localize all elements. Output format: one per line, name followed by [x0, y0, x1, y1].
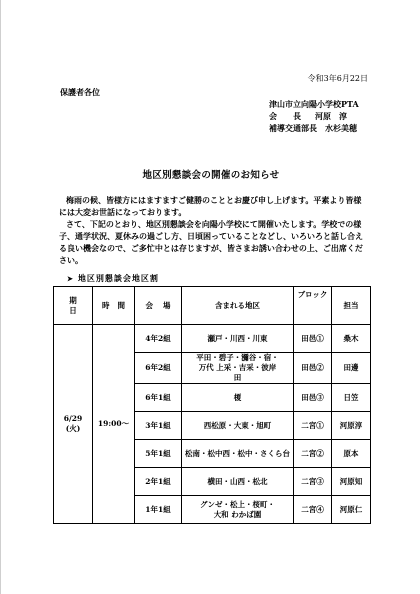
area-cell: 西松原・大東・旭町 [182, 412, 294, 440]
sender-school: 津山市立向陽小学校PTA [269, 99, 359, 109]
sender-traffic [269, 122, 359, 134]
section-heading [67, 273, 159, 284]
header-staff: 担当 [332, 287, 371, 325]
staff-cell: 日笠 [332, 384, 371, 412]
block-cell: 二宮③ [294, 468, 332, 496]
block-cell: 田邑① [294, 325, 332, 353]
block-cell: 二宮② [294, 440, 332, 468]
venue-cell: 4年2組 [135, 325, 182, 353]
venue-cell: 6年1組 [135, 384, 182, 412]
area-cell: 瀬戸・川西・川東 [182, 325, 294, 353]
header-time: 時間 [93, 287, 135, 325]
venue-cell: 1年1組 [135, 496, 182, 524]
table-row [54, 325, 371, 353]
recipient: 保護者各位 [60, 87, 100, 97]
header-area: 含まれる地区 [182, 287, 294, 325]
section-label: 地区別懇談会地区割 [77, 273, 159, 283]
block-cell: 田邑③ [294, 384, 332, 412]
traffic-name: 水杉美穂 [325, 123, 357, 133]
block-cell: 二宮④ [294, 496, 332, 524]
traffic-role: 補導交通部長 [269, 123, 317, 133]
area-cell: グンゼ・松上・桜町・大和 わかば園 [182, 496, 294, 524]
date-day: (火) [65, 424, 81, 433]
sender-block [269, 98, 359, 134]
president-role: 会 長 [269, 111, 301, 121]
area-cell: 横田・山西・松北 [182, 468, 294, 496]
staff-cell: 河原知 [332, 468, 371, 496]
header-date: 期日 [54, 287, 93, 325]
area-cell: 平田・碧子・瀰谷・宿・万代 上采・吉采・彼岸田 [182, 353, 294, 384]
venue-cell: 2年1組 [135, 468, 182, 496]
schedule-table [53, 286, 371, 524]
area-cell: 松南・松中西・松中・さくら台 [182, 440, 294, 468]
document-title: 地区別懇談会の開催のお知らせ [142, 170, 280, 181]
venue-cell: 6年2組 [135, 353, 182, 384]
venue-cell: 3年1組 [135, 412, 182, 440]
body-text [59, 194, 363, 266]
time-cell: 19:00～ [93, 325, 135, 524]
date-main: 6/29 [63, 414, 83, 423]
staff-cell: 桑木 [332, 325, 371, 353]
arrow-icon: ➤ [67, 274, 74, 283]
date-cell [54, 325, 93, 524]
staff-cell: 原本 [332, 440, 371, 468]
staff-cell: 田邊 [332, 353, 371, 384]
president-name: 河原 淳 [315, 111, 347, 121]
body-paragraph-1: 梅雨の候、皆様方にはますますご健勝のこととお慶び申し上げます。平素より皆様には大変お世話になっております。 [59, 195, 362, 217]
block-cell: 田邑② [294, 353, 332, 384]
venue-cell: 5年1組 [135, 440, 182, 468]
staff-cell: 河原仁 [332, 496, 371, 524]
table-header-row [54, 287, 371, 325]
body-paragraph-2: さて、下記のとおり、地区別懇談会を向陽小学校にて開催いたします。学校での様子、通学状況、夏休みの過ごし方、日頃困っていることなどし、いろいろと話し合える良い機会なので、ご多忙中とは存じますが、皆さまお誘い合わせの上、ご出席ください。 [59, 219, 363, 265]
sender-president [269, 110, 359, 122]
header-venue: 会場 [135, 287, 182, 325]
area-cell: 榎 [182, 384, 294, 412]
block-cell: 二宮① [294, 412, 332, 440]
issue-date: 令和3年6月22日 [307, 74, 368, 83]
header-block: ブロック [294, 287, 332, 325]
staff-cell: 河原淳 [332, 412, 371, 440]
